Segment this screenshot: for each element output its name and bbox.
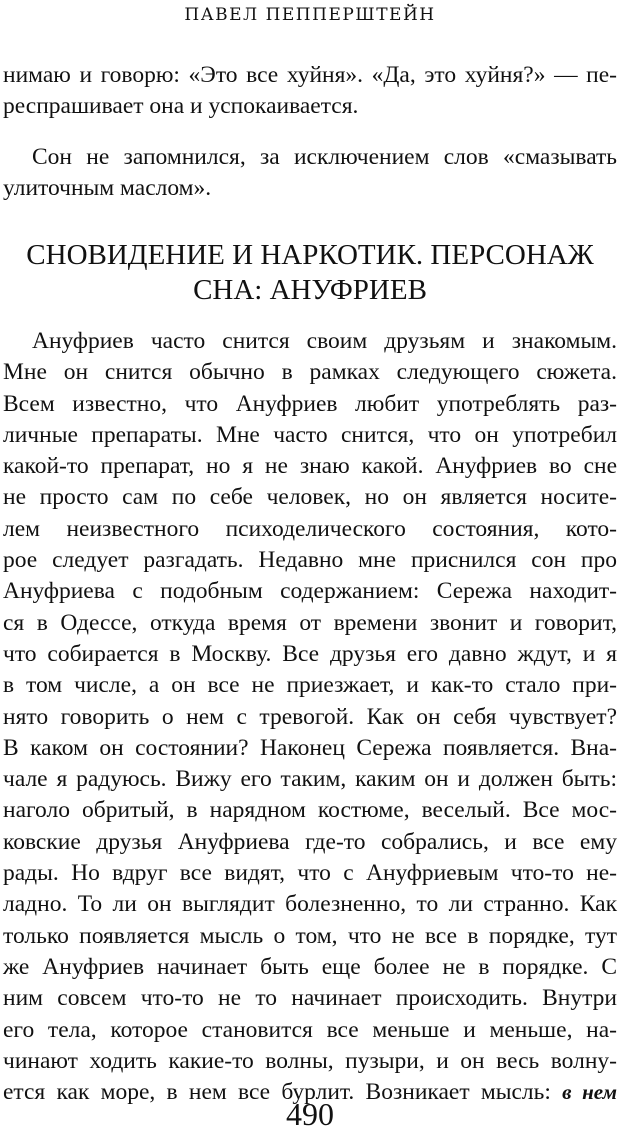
text-line: рое следует разгадать. Недавно мне приснился сон про <box>3 547 617 574</box>
text-line: рады. Но вдруг все видят, что с Ануфриевым что-то не- <box>3 860 617 887</box>
text-line: респрашивает она и успокаивается. <box>3 93 359 120</box>
text-line: нято говорить о нем с тревогой. Как он себя чувствует? <box>3 703 617 730</box>
text-line: не просто сам по себе человек, но он является носите- <box>3 484 617 511</box>
text-line: наголо обритый, в нарядном костюме, веселый. Все мос- <box>3 797 617 824</box>
text-line: ся в Одессе, откуда время от времени звонит и говорит, <box>3 609 617 636</box>
paragraph <box>3 326 617 1108</box>
text-line: только появляется мысль о том, что не все в порядке, тут <box>3 922 617 949</box>
text-line: что собирается в Москву. Все друзья его давно ждут, и я <box>3 640 617 667</box>
text-line: лем неизвестного психоделического состояния, кото- <box>3 515 617 542</box>
text-line: в том числе, а он все не приезжает, и как-то стало при- <box>3 672 617 699</box>
paragraph-continued <box>3 60 617 123</box>
italic-emphasis: в нем <box>562 1080 617 1105</box>
running-head: ПАВЕЛ ПЕППЕРШТЕЙН <box>184 5 436 25</box>
text-line: улиточным маслом». <box>3 175 212 202</box>
heading-line: СНА: АНУФРИЕВ <box>193 274 427 306</box>
page-number: 490 <box>286 1096 334 1132</box>
text-line: Ануфриева с подобным содержанием: Сережа находит- <box>3 578 617 605</box>
text-line: Ануфриев часто снится своим друзьям и знакомым. <box>32 328 617 354</box>
text-line: нимаю и говорю: «Это все хуйня». «Да, это хуйня?» — пе- <box>3 62 617 88</box>
text-line: ним совсем что-то не то начинает происходить. Внутри <box>3 985 617 1012</box>
text-line: Всем известно, что Ануфриев любит употреблять раз- <box>3 390 617 417</box>
text-line: чинают ходить какие-то волны, пузыри, и он весь волну- <box>3 1047 617 1074</box>
section-heading <box>0 238 620 308</box>
text-line: личные препараты. Мне часто снится, что он употребил <box>3 421 617 448</box>
text-line: В каком он состоянии? Наконец Сережа появляется. Вна- <box>3 734 617 761</box>
text-line: ковские друзья Ануфриева где-то собрались, и все ему <box>3 828 617 855</box>
text-line: ладно. То ли он выглядит болезненно, то ли странно. Как <box>3 891 617 918</box>
text-line: Мне он снится обычно в рамках следующего сюжета. <box>3 359 617 386</box>
paragraph <box>3 142 617 205</box>
text-line: его тела, которое становится все меньше и меньше, на- <box>3 1016 617 1043</box>
text-line: какой-то препарат, но я не знаю какой. Ануфриев во сне <box>3 453 617 480</box>
text-line: Сон не запомнился, за исключением слов «смазывать <box>32 144 617 170</box>
text-line: же Ануфриев начинает быть еще более не в порядке. С <box>3 953 617 980</box>
heading-line: СНОВИДЕНИЕ И НАРКОТИК. ПЕРСОНАЖ <box>26 239 594 271</box>
text-line: чале я радуюсь. Вижу его таким, каким он и должен быть: <box>3 766 617 793</box>
text-line-main: ется как море, в нем все бурлит. Возникает мысль: <box>3 1079 551 1106</box>
